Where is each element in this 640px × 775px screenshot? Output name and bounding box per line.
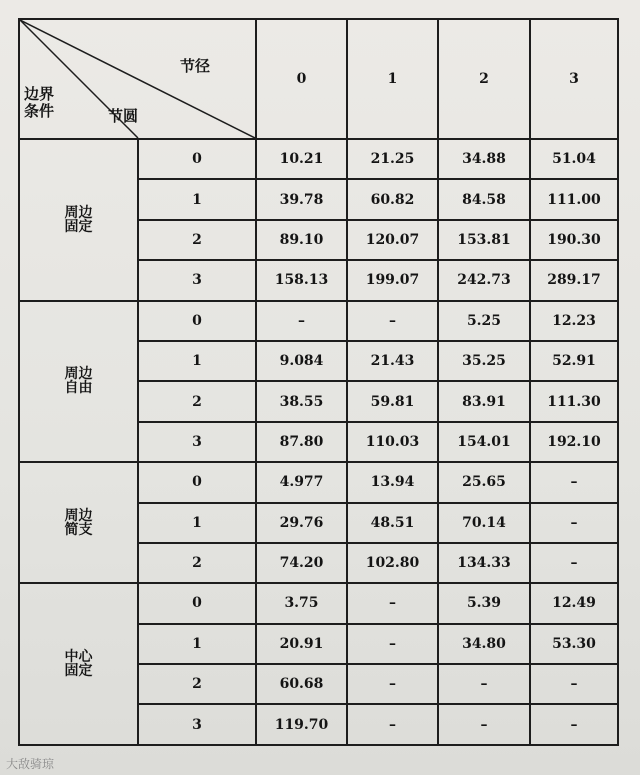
value-cell: 192.10: [530, 422, 618, 462]
value-cell: 120.07: [347, 220, 438, 260]
nodal-circle-cell: 3: [138, 704, 256, 745]
value-cell: 12.49: [530, 583, 618, 623]
table-row: [19, 301, 618, 341]
nodal-circle-cell: 1: [138, 179, 256, 219]
value-cell: 34.88: [438, 139, 530, 179]
value-cell: –: [347, 583, 438, 623]
value-cell: 158.13: [256, 260, 347, 300]
value-cell: 4.977: [256, 462, 347, 502]
value-cell: 111.00: [530, 179, 618, 219]
value-cell: 20.91: [256, 624, 347, 664]
boundary-condition-cell: 周边 简支: [19, 462, 138, 583]
value-cell: –: [530, 543, 618, 583]
value-cell: 3.75: [256, 583, 347, 623]
value-cell: 38.55: [256, 381, 347, 421]
value-cell: 5.25: [438, 301, 530, 341]
nodal-circle-cell: 2: [138, 381, 256, 421]
column-header-3: 3: [530, 19, 618, 139]
table-row: [19, 139, 618, 179]
nodal-circle-cell: 2: [138, 664, 256, 704]
value-cell: –: [347, 624, 438, 664]
value-cell: 60.68: [256, 664, 347, 704]
value-cell: 89.10: [256, 220, 347, 260]
corner-header-cell: [19, 19, 256, 139]
nodal-diameter-label: 节径: [180, 57, 211, 75]
value-cell: 134.33: [438, 543, 530, 583]
value-cell: 53.30: [530, 624, 618, 664]
value-cell: 21.25: [347, 139, 438, 179]
value-cell: 51.04: [530, 139, 618, 179]
value-cell: 21.43: [347, 341, 438, 381]
value-cell: 153.81: [438, 220, 530, 260]
value-cell: –: [347, 664, 438, 704]
value-cell: 84.58: [438, 179, 530, 219]
boundary-condition-cell: 周边 自由: [19, 301, 138, 463]
nodal-circle-cell: 1: [138, 503, 256, 543]
value-cell: 83.91: [438, 381, 530, 421]
value-cell: 52.91: [530, 341, 618, 381]
column-header-0: 0: [256, 19, 347, 139]
value-cell: 199.07: [347, 260, 438, 300]
value-cell: 25.65: [438, 462, 530, 502]
value-cell: –: [530, 462, 618, 502]
nodal-circle-cell: 1: [138, 341, 256, 381]
nodal-circle-cell: 3: [138, 260, 256, 300]
value-cell: –: [530, 664, 618, 704]
boundary-condition-cell: 中心 固定: [19, 583, 138, 745]
value-cell: 74.20: [256, 543, 347, 583]
value-cell: 110.03: [347, 422, 438, 462]
table-row: [19, 583, 618, 623]
column-header-1: 1: [347, 19, 438, 139]
nodal-circle-cell: 2: [138, 220, 256, 260]
nodal-circle-cell: 0: [138, 301, 256, 341]
nodal-circle-cell: 3: [138, 422, 256, 462]
value-cell: 59.81: [347, 381, 438, 421]
value-cell: –: [256, 301, 347, 341]
value-cell: 48.51: [347, 503, 438, 543]
value-cell: 39.78: [256, 179, 347, 219]
value-cell: –: [347, 704, 438, 745]
value-cell: –: [530, 704, 618, 745]
column-header-2: 2: [438, 19, 530, 139]
value-cell: 29.76: [256, 503, 347, 543]
value-cell: 35.25: [438, 341, 530, 381]
boundary-condition-label: 边界 条件: [24, 85, 55, 121]
value-cell: 9.084: [256, 341, 347, 381]
nodal-circle-cell: 0: [138, 139, 256, 179]
value-cell: 70.14: [438, 503, 530, 543]
boundary-condition-cell: 周边 固定: [19, 139, 138, 301]
value-cell: –: [530, 503, 618, 543]
value-cell: 10.21: [256, 139, 347, 179]
nodal-circle-cell: 1: [138, 624, 256, 664]
value-cell: 289.17: [530, 260, 618, 300]
value-cell: 242.73: [438, 260, 530, 300]
value-cell: –: [438, 704, 530, 745]
table-body: [19, 19, 618, 745]
nodal-circle-cell: 0: [138, 583, 256, 623]
nodal-circle-cell: 2: [138, 543, 256, 583]
nodal-circle-label: 节圆: [108, 107, 139, 125]
value-cell: 60.82: [347, 179, 438, 219]
value-cell: 190.30: [530, 220, 618, 260]
table-row: [19, 462, 618, 502]
value-cell: 12.23: [530, 301, 618, 341]
value-cell: –: [438, 664, 530, 704]
value-cell: 102.80: [347, 543, 438, 583]
nodal-circle-cell: 0: [138, 462, 256, 502]
value-cell: 119.70: [256, 704, 347, 745]
header-row: [19, 19, 618, 139]
value-cell: 111.30: [530, 381, 618, 421]
watermark-text: 大敌骑琼: [6, 757, 55, 771]
value-cell: –: [347, 301, 438, 341]
value-cell: 5.39: [438, 583, 530, 623]
frequency-table: [18, 18, 619, 746]
value-cell: 13.94: [347, 462, 438, 502]
value-cell: 34.80: [438, 624, 530, 664]
value-cell: 87.80: [256, 422, 347, 462]
value-cell: 154.01: [438, 422, 530, 462]
